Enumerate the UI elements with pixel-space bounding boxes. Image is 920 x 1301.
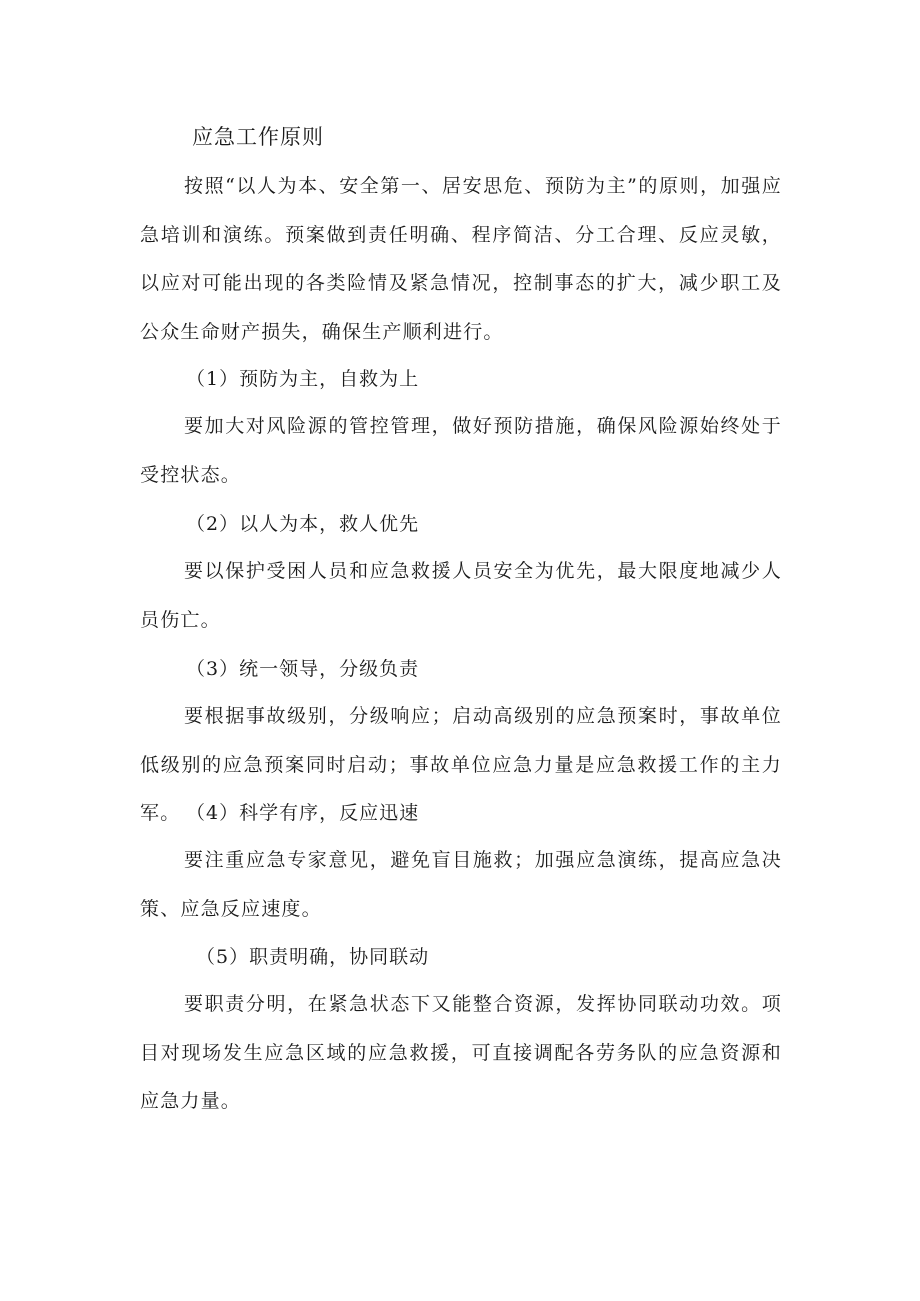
section-heading-4: （4）科学有序，反应迅速 — [186, 802, 420, 824]
section-heading-2: （2）以人为本，救人优先 — [186, 513, 420, 535]
document-title: 应急工作原则 — [192, 125, 324, 149]
intro-paragraph: 按照“以人为本、安全第一、居安思危、预防为主”的原则，加强应急培训和演练。预案做到责任明确、程序简洁、分工合理、反应灵敏，以应对可能出现的各类险情及紧急情况，控制事态的扩大，减少职工及公众生命财产损失，确保生产顺利进行。 — [140, 175, 782, 343]
section-body-3: 要根据事故级别，分级响应；启动高级别的应急预案时，事故单位低级别的应急预案同时启动；事故单位应急力量是应急救援工作的主力军。 — [140, 705, 782, 824]
section-body-2: 要以保护受困人员和应急救援人员安全为优先，最大限度地减少人员伤亡。 — [140, 560, 782, 631]
section-body-4: 要注重应急专家意见，避免盲目施救；加强应急演练，提高应急决策、应急反应速度。 — [140, 849, 782, 920]
section-heading-3: （3）统一领导，分级负责 — [186, 658, 420, 680]
section-heading-5: （5）职责明确，协同联动 — [196, 946, 430, 968]
section-body-1: 要加大对风险源的管控管理，做好预防措施，确保风险源始终处于受控状态。 — [140, 415, 782, 486]
section-body-5: 要职责分明，在紧急状态下又能整合资源，发挥协同联动功效。项目对现场发生应急区域的应急救援，可直接调配各劳务队的应急资源和应急力量。 — [140, 993, 782, 1112]
section-heading-1: （1）预防为主，自救为上 — [186, 368, 420, 390]
